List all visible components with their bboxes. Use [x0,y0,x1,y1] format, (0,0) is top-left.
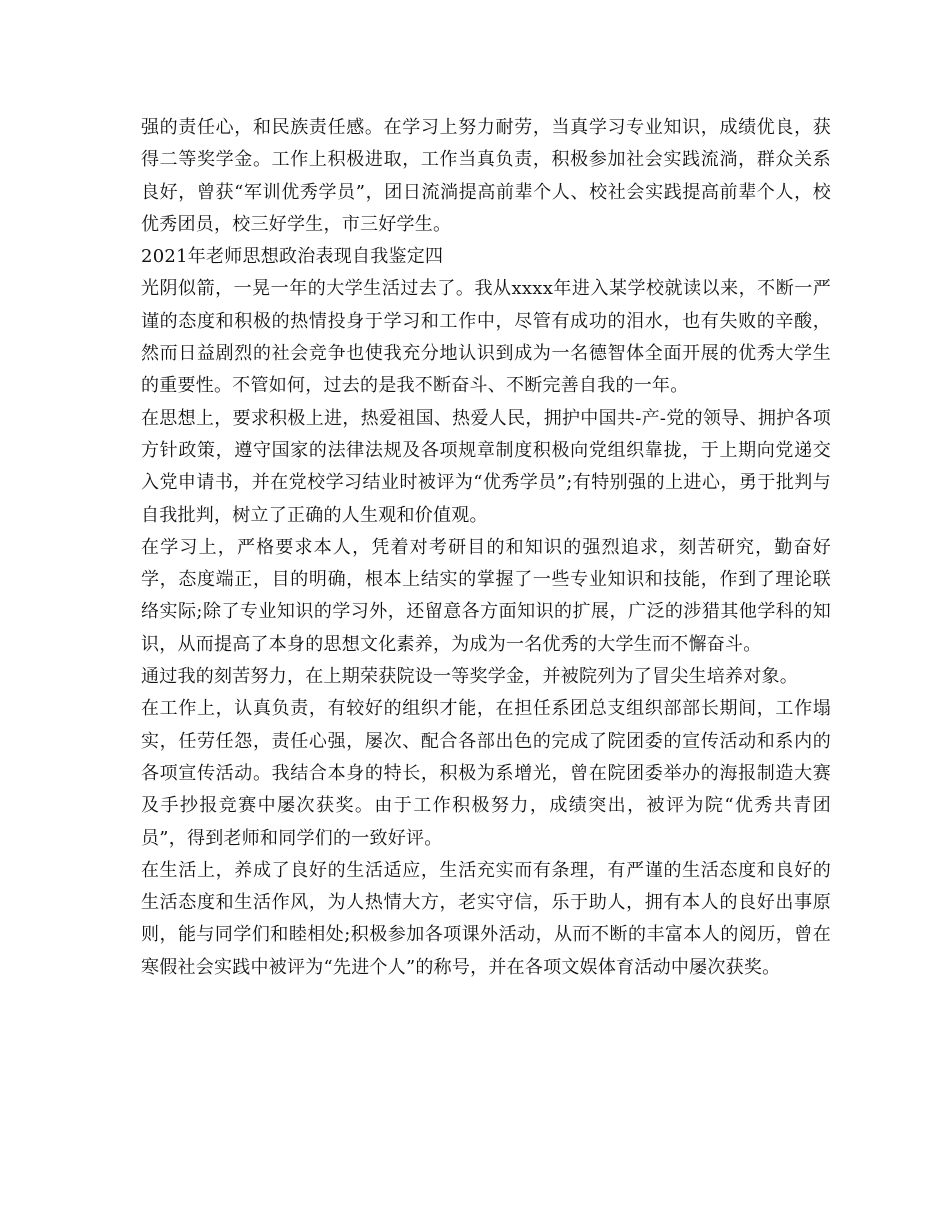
paragraph-life: 在生活上，养成了良好的生活适应，生活充实而有条理，有严谨的生活态度和良好的生活态度和生活作风，为人热情大方，老实守信，乐于助人，拥有本人的良好出事原则，能与同学们和睦相处;积极参加各项课外活动，从而不断的丰富本人的阅历，曾在寒假社会实践中被评为“先进个人”的称号，并在各项文娱体育活动中屡次获奖。 [141,859,831,978]
paragraph-ideology: 在思想上，要求积极上进，热爱祖国、热爱人民，拥护中国共-产-党的领导、拥护各项方针政策，遵守国家的法律法规及各项规章制度积极向党组织靠拢，于上期向党递交入党申请书，并在党校学习结业时被评为“优秀学员”;有特别强的上进心，勇于批判与自我批判，树立了正确的人生观和价值观。 [141,407,831,526]
paragraph-work: 在工作上，认真负责，有较好的组织才能，在担任系团总支组织部部长期间，工作塌实，任劳任怨，责任心强，屡次、配合各部出色的完成了院团委的宣传活动和系内的各项宣传活动。我结合本身的特长，积极为系增光，曾在院团委举办的海报制造大赛及手抄报竞赛中屡次获奖。由于工作积极努力，成绩突出，被评为院“优秀共青团员”，得到老师和同学们的一致好评。 [141,698,831,849]
paragraph-intro: 光阴似箭，一晃一年的大学生活过去了。我从xxxx年进入某学校就读以来，不断一严谨的态度和积极的热情投身于学习和工作中，尽管有成功的泪水，也有失败的辛酸，然而日益剧烈的社会竞争也使我充分地认识到成为一名德智体全面开展的优秀大学生的重要性。不管如何，过去的是我不断奋斗、不断完善自我的一年。 [141,278,831,397]
section-heading: 2021年老师思想政治表现自我鉴定四 [141,246,444,268]
document-body [141,112,831,984]
paragraph-scholarship: 通过我的刻苦努力，在上期荣获院设一等奖学金，并被院列为了冒尖生培养对象。 [141,666,798,688]
paragraph-honors: 强的责任心，和民族责任感。在学习上努力耐劳，当真学习专业知识，成绩优良，获得二等奖学金。工作上积极进取，工作当真负责，积极参加社会实践流淌，群众关系良好，曾获“军训优秀学员”，团日流淌提高前辈个人、校社会实践提高前辈个人，校优秀团员，校三好学生，市三好学生。 [141,117,831,235]
paragraph-study: 在学习上，严格要求本人，凭着对考研目的和知识的强烈追求，刻苦研究，勤奋好学，态度端正，目的明确，根本上结实的掌握了一些专业知识和技能，作到了理论联络实际;除了专业知识的学习外，还留意各方面知识的扩展，广泛的涉猎其他学科的知识，从而提高了本身的思想文化素养，为成为一名优秀的大学生而不懈奋斗。 [141,536,831,655]
